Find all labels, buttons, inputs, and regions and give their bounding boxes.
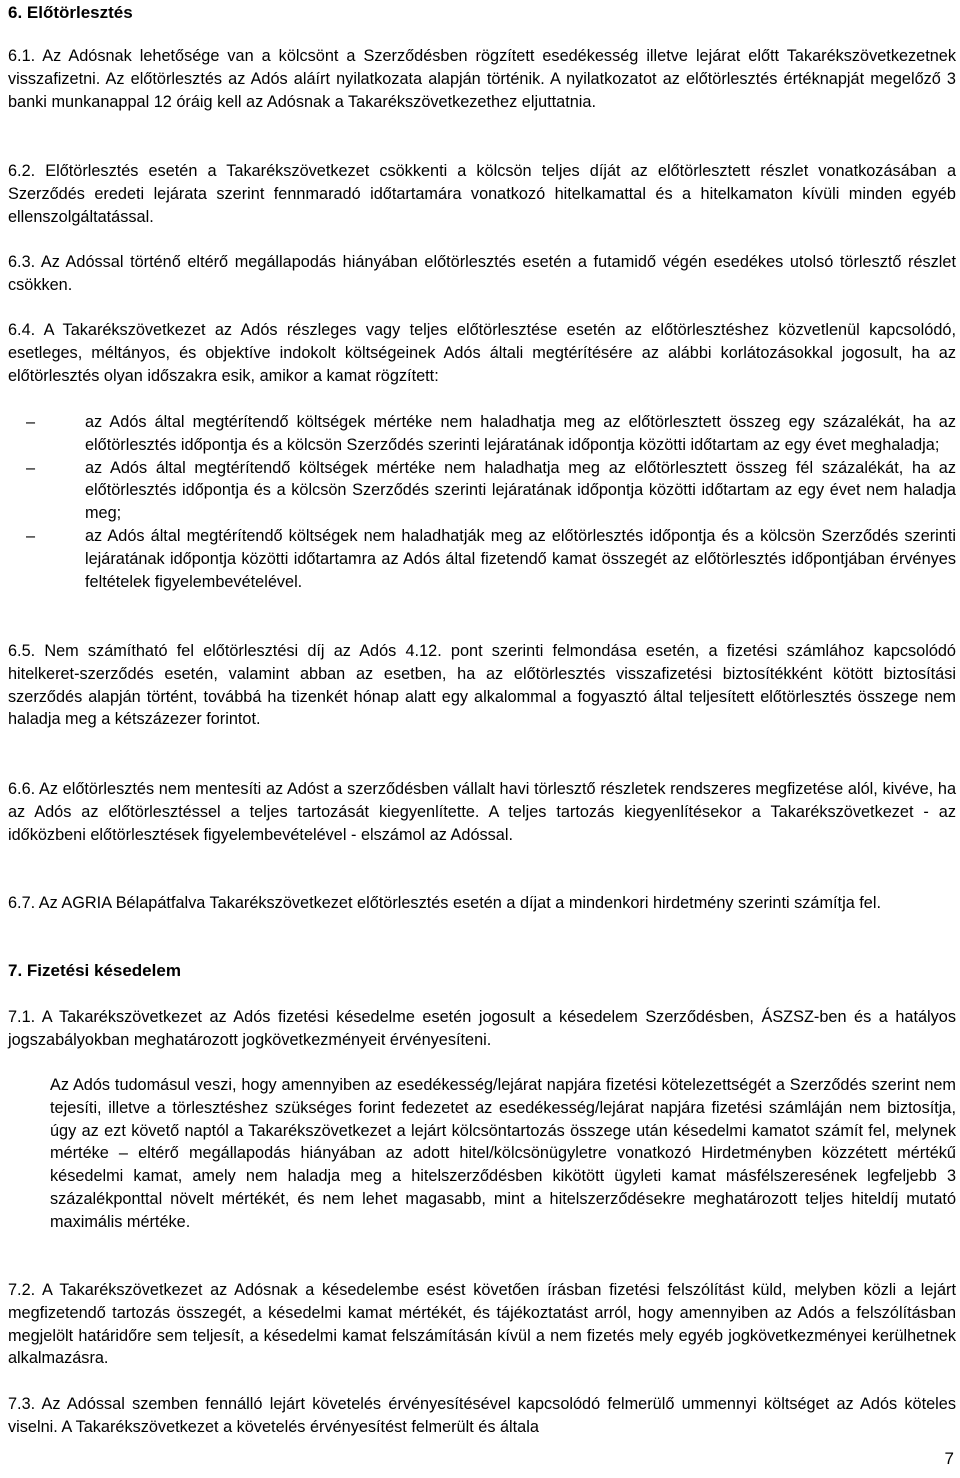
- dash-bullet: –: [26, 458, 36, 477]
- list-item-text: az Adós által megtérítendő költségek nem haladhatják meg az előtörlesztés időpontja és a kölcsön Szerződés szerinti lejáratának időpontja közötti időtartamra az Adós által fizetendő kamat összegét az előtörlesztés időpontjában érvényes feltételek figyelembevételével.: [85, 526, 956, 591]
- cost-limits-list: [8, 411, 956, 593]
- list-item: [8, 525, 956, 593]
- paragraph-6-6: 6.6. Az előtörlesztés nem mentesíti az Adóst a szerződésben vállalt havi törlesztő részletek rendszeres megfizetése alól, kivéve, ha az Adós az előtörlesztéssel a teljes tartozását kiegyenlítette. A teljes tartozás kiegyenlítésekor a Takarékszövetkezet - az időközbeni előtörlesztések figyelembevételével - elszámol az Adóssal.: [8, 780, 956, 844]
- paragraph-7-1-late-interest: Az Adós tudomásul veszi, hogy amennyiben az esedékesség/lejárat napjára fizetési kötelezettségét a Szerződés szerint nem tejesíti, illetve a törlesztéshez szükséges forint fedezetet az esedékesség/lejárat napjára fizetési számláján nem biztosítja, úgy az ezt követő naptól a Takarékszövetkezet a lejárt kölcsöntartozás összege után késedelmi kamatot számít fel, melynek mértéke – eltérő megállapodás hiányában az adott hitel/kölcsönügyletre vonatkozó Hirdetményben közzétett mértékű késedelmi kamat, amely nem haladja meg a hitelszerződésben kikötött ügyleti kamat másfélszeresének legfeljebb 3 százalékponttal növelt mértékét, és nem lehet magasabb, mint a hitelszerződésekre meghatározott teljes hiteldíj mutató maximális mértéke.: [50, 1076, 956, 1231]
- paragraph-6-3: 6.3. Az Adóssal történő eltérő megállapodás hiányában előtörlesztés esetén a futamidő végén esedékes utolsó törlesztő részlet csökken.: [8, 253, 956, 294]
- paragraph-6-5: 6.5. Nem számítható fel előtörlesztési díj az Adós 4.12. pont szerinti felmondása esetén, a fizetési számlához kapcsolódó hitelkeret-szerződés esetén, valamint abban az esetben, ha az előtörlesztés visszafizetési biztosítékként kötött biztosítási szerződés alapján történt, továbbá ha tizenkét hónap alatt egy alkalommal a fogyasztó által teljesített előtörlesztés összege nem haladja meg a kétszázezer forintot.: [8, 642, 956, 729]
- section-6-heading: 6. Előtörlesztés: [8, 3, 133, 22]
- paragraph-6-4: 6.4. A Takarékszövetkezet az Adós részleges vagy teljes előtörlesztése esetén az előtörlesztéshez közvetlenül kapcsolódó, esetleges, méltányos, és objektíve indokolt költségeinek Adós általi megtérítésére az alábbi korlátozásokkal jogosult, ha az előtörlesztés olyan időszakra esik, amikor a kamat rögzített:: [8, 321, 956, 385]
- paragraph-6-7: 6.7. Az AGRIA Bélapátfalva Takarékszövetkezet előtörlesztés esetén a díjat a mindenkori hirdetmény szerinti számítja fel.: [8, 894, 881, 912]
- paragraph-7-3: 7.3. Az Adóssal szemben fennálló lejárt követelés érvényesítésével kapcsolódó felmerülő ummennyi költséget az Adós köteles viselni. A Takarékszövetkezet a követelés érvényesítést felmerült és általa: [8, 1395, 956, 1436]
- list-item-text: az Adós által megtérítendő költségek mértéke nem haladhatja meg az előtörlesztett összeg egy százalékát, ha az előtörlesztés időpontja és a kölcsön Szerződés szerinti lejáratának időpontja közötti időtartam az egy évet meghaladja;: [85, 413, 956, 454]
- paragraph-6-1: 6.1. Az Adósnak lehetősége van a kölcsönt a Szerződésben rögzített esedékesség illetve lejárat előtt Takarékszövetkezetnek visszafizetni. Az előtörlesztés az Adós aláírt nyilatkozata alapján történik. A nyilatkozatot az előtörlesztés értéknapját megelőző 3 banki munkanappal 12 óráig kell az Adósnak a Takarékszövetkezethez eljuttatnia.: [8, 47, 956, 111]
- dash-bullet: –: [26, 413, 36, 431]
- paragraph-6-2: 6.2. Előtörlesztés esetén a Takarékszövetkezet csökkenti a kölcsön teljes díját az előtörlesztett részlet vonatkozásában a Szerződés eredeti lejárata szerint fennmaradó időtartamára vonatkozó hitelkamattal és a hitelkamaton kívüli minden egyéb ellenszolgáltatással.: [8, 162, 956, 226]
- paragraph-7-1: 7.1. A Takarékszövetkezet az Adós fizetési késedelme esetén jogosult a késedelem Szerződésben, ÁSZSZ-ben és a hatályos jogszabályokban meghatározott jogkövetkezményeit érvényesíteni.: [8, 1008, 956, 1049]
- list-item: [8, 457, 956, 525]
- dash-bullet: –: [26, 526, 36, 545]
- list-item-text: az Adós által megtérítendő költségek mértéke nem haladhatja meg az előtörlesztett összeg fél százalékát, ha az előtörlesztés időpontja és a kölcsön Szerződés szerinti lejáratának időpontja közötti időtartam az egy évet nem haladja meg;: [85, 458, 956, 523]
- list-item: [8, 411, 956, 457]
- section-7-heading: 7. Fizetési késedelem: [8, 961, 181, 980]
- page-number: 7: [944, 1449, 954, 1468]
- paragraph-7-2: 7.2. A Takarékszövetkezet az Adósnak a késedelembe esést követően írásban fizetési felszólítást küld, melyben közli a lejárt megfizetendő tartozás összegét, a késedelmi kamat mértékét, és tájékoztatást arról, hogy amennyiben az Adós a felszólításban megjelölt határidőre sem teljesít, a késedelmi kamat felszámításán kívül a nem fizetés mely egyéb jogkövetkezményei kerülhetnek alkalmazásra.: [8, 1281, 956, 1368]
